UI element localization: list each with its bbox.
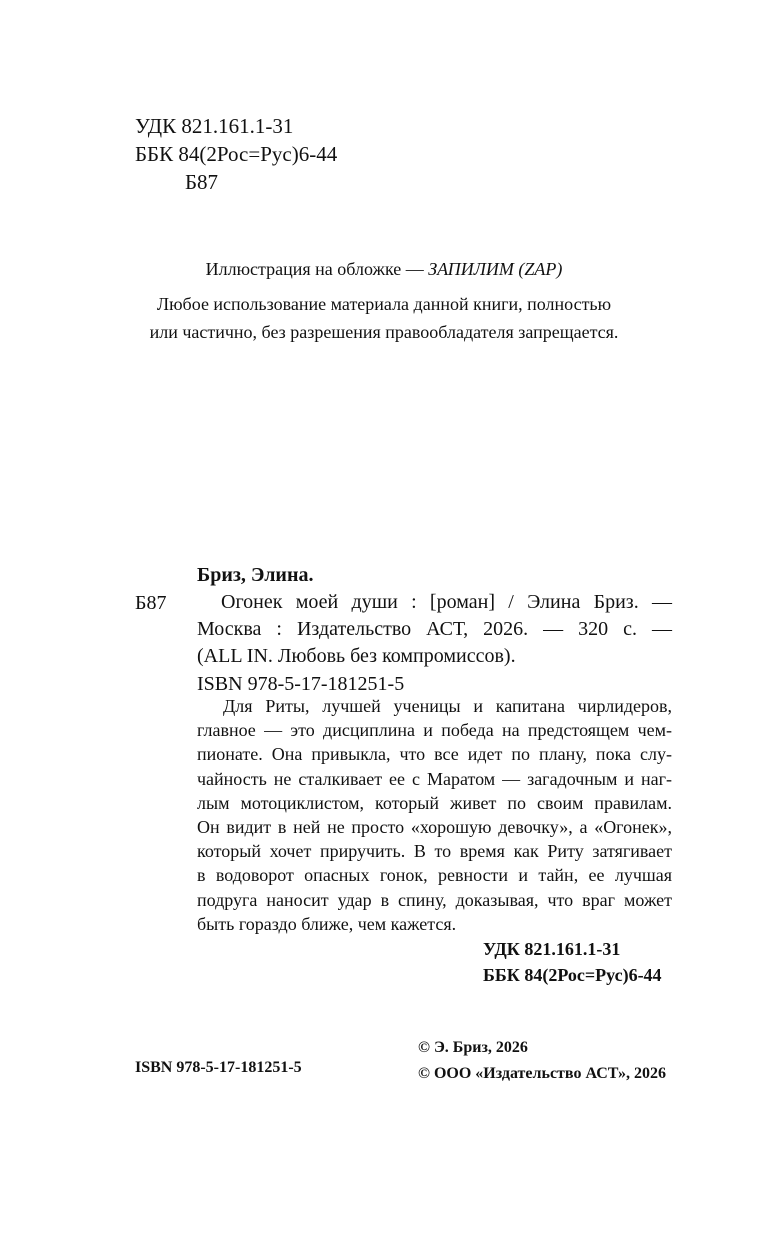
abstract-line: пионате. Она привыкла, что все идет по плану, пока слу-: [197, 744, 672, 765]
catalog-cipher: Б87: [135, 592, 167, 614]
abstract-line: чайность не сталкивает ее с Маратом — загадочным и наг-: [197, 768, 672, 789]
copyright-block: [418, 1035, 666, 1087]
abstract-line: в водоворот опасных гонок, ревности и тайн, ее лучшая: [197, 865, 672, 886]
bibliographic-line: Москва : Издательство АСТ, 2026. — 320 с. —: [197, 618, 672, 640]
abstract-line: лым мотоциклистом, который живет по своим правилам.: [197, 792, 672, 813]
udk-code: УДК 821.161.1-31: [135, 114, 294, 138]
rights-notice-line: Любое использование материала данной книги, полностью: [156, 294, 612, 314]
catalog-author: Бриз, Элина.: [197, 564, 314, 586]
copyright-publisher: © ООО «Издательство АСТ», 2026: [418, 1065, 667, 1082]
abstract-line: главное — это дисциплина и победа на предстоящем чем-: [197, 720, 672, 741]
footer-bbk-code: ББК 84(2Рос=Рус)6-44: [483, 965, 662, 985]
footer-udk-code: УДК 821.161.1-31: [483, 939, 621, 959]
bibliographic-description: [197, 589, 672, 698]
bibliographic-line: Огонек моей души : [роман] / Элина Бриз. —: [221, 591, 672, 613]
abstract-line: подруга наносит удар в спину, доказывая, что враг может: [197, 889, 672, 910]
abstract-line: Для Риты, лучшей ученицы и капитана чирлидеров,: [223, 696, 672, 716]
catalog-isbn: ISBN 978-5-17-181251-5: [197, 673, 405, 695]
illustration-prefix: Иллюстрация на обложке —: [205, 259, 429, 279]
header-classification-codes: [135, 112, 337, 196]
illustration-artist: ЗАПИЛИМ (ZAP): [428, 259, 563, 279]
bbk-code: ББК 84(2Рос=Рус)6-44: [135, 142, 338, 166]
abstract-line: который хочет приручить. В то время как Риту затягивает: [197, 841, 672, 862]
abstract-line: Он видит в ней не просто «хорошую девочку», а «Огонек»,: [197, 817, 672, 838]
footer-isbn: ISBN 978-5-17-181251-5: [135, 1059, 302, 1076]
copyright-author: © Э. Бриз, 2026: [418, 1039, 528, 1056]
illustration-credit: [0, 256, 768, 282]
author-mark: Б87: [185, 170, 219, 194]
abstract-line: быть гораздо ближе, чем кажется.: [197, 913, 457, 934]
rights-notice: [0, 290, 768, 346]
rights-notice-line: или частично, без разрешения правообладателя запрещается.: [149, 322, 619, 342]
bibliographic-line: (ALL IN. Любовь без компромиссов).: [197, 645, 516, 667]
book-abstract: [197, 694, 672, 936]
footer-classification-codes: [483, 936, 662, 988]
